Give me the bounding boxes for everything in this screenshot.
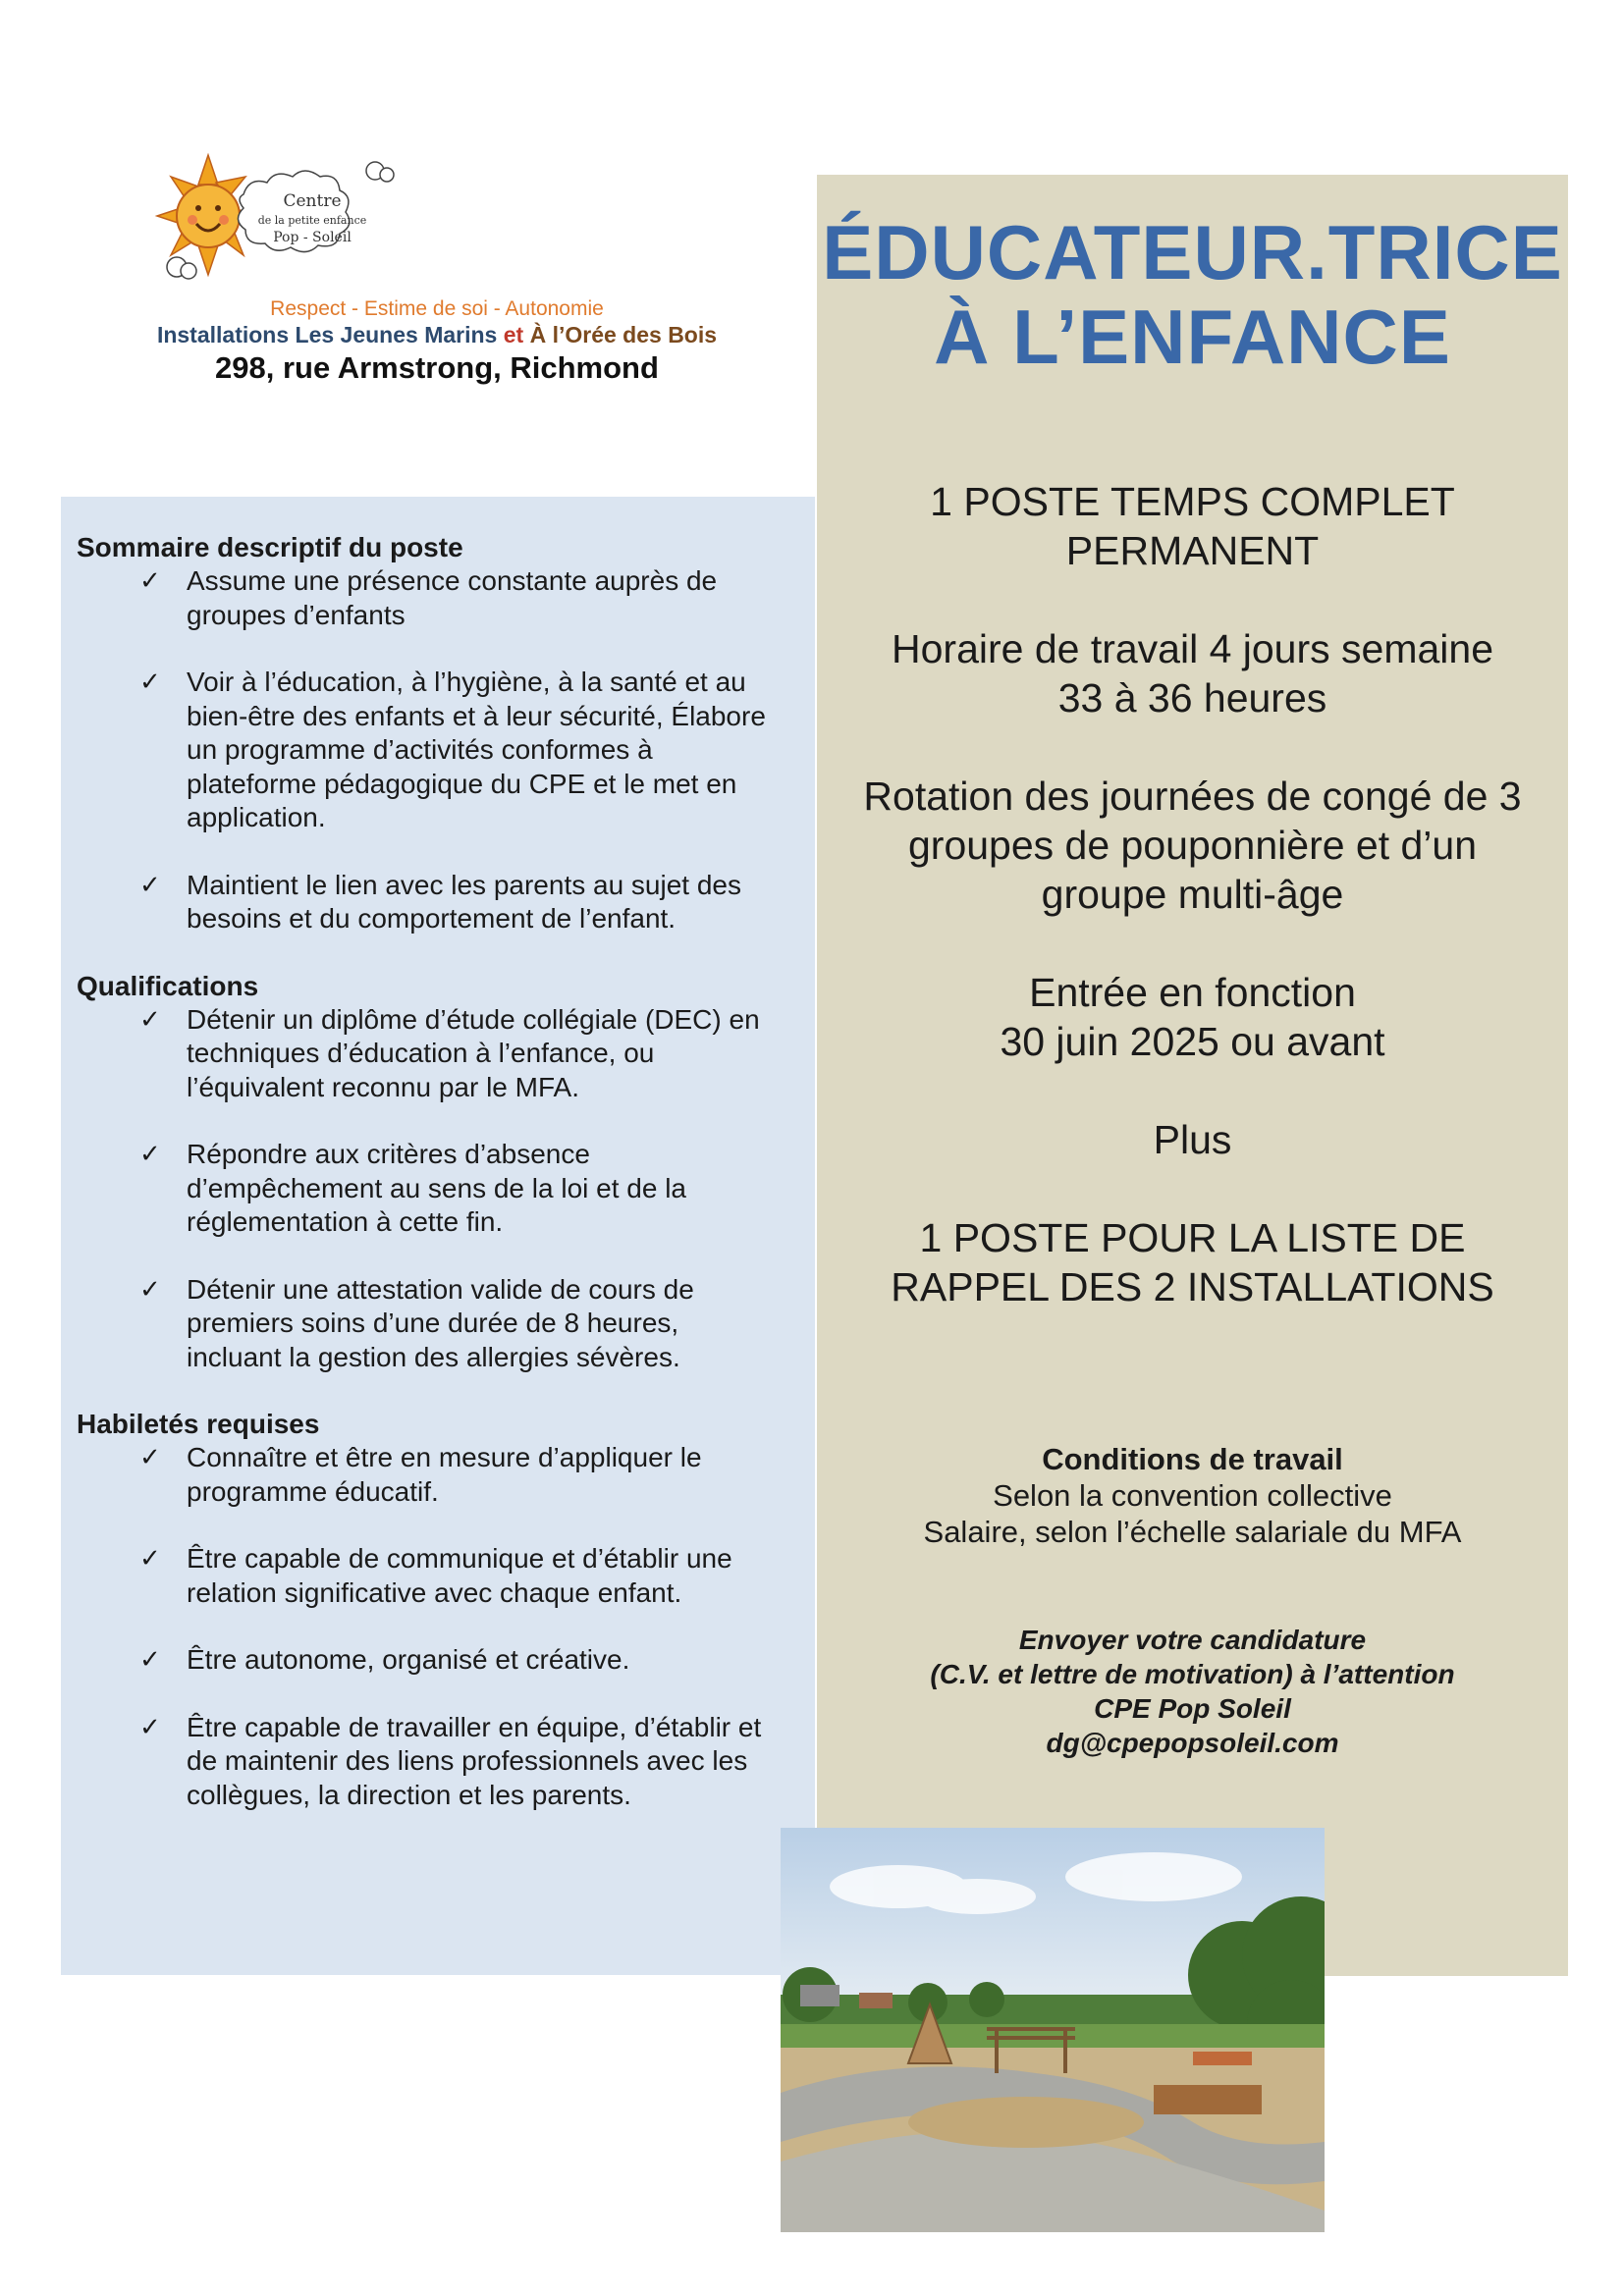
list-item: [77, 1003, 815, 1105]
apply-line-2: (C.V. et lettre de motivation) à l’attention: [930, 1659, 1455, 1689]
conditions-block: [817, 1441, 1568, 1550]
list-item-line: un programme d’activités conformes à: [187, 734, 653, 765]
playground-photo: [781, 1828, 1325, 2232]
apply-block: [817, 1623, 1568, 1760]
checkmark-icon: ✓: [139, 1712, 161, 1742]
checkmark-icon: ✓: [139, 870, 161, 900]
checkmark-icon: ✓: [139, 1004, 161, 1035]
horaire-line-2: 33 à 36 heures: [1057, 675, 1327, 721]
rotation-line-2: groupes de pouponnière et d’un: [907, 823, 1478, 868]
list-item-line: Connaître et être en mesure d’appliquer le: [187, 1442, 702, 1472]
rotation-line-1: Rotation des journées de congé de 3: [863, 774, 1522, 819]
apply-email[interactable]: dg@cpepopsoleil.com: [1046, 1728, 1339, 1758]
qualifications-title: Qualifications: [77, 970, 259, 1001]
logo-line-3: Pop - Soleil: [273, 230, 352, 245]
job-title: [817, 210, 1568, 379]
list-item: [77, 1441, 815, 1509]
installations-prefix: Installations: [156, 322, 296, 347]
rotation-block: [817, 772, 1568, 919]
address: 298, rue Armstrong, Richmond: [215, 350, 659, 385]
horaire-line-1: Horaire de travail 4 jours semaine: [892, 626, 1493, 671]
list-item: [77, 666, 815, 835]
list-item: [77, 869, 815, 936]
poste-block: [817, 477, 1568, 575]
list-item: [77, 564, 815, 632]
list-item-line: techniques d’éducation à l’enfance, ou: [187, 1038, 655, 1068]
conditions-line-1: Selon la convention collective: [993, 1478, 1392, 1513]
poste-line-1: 1 POSTE TEMPS COMPLET: [930, 479, 1455, 524]
entree-line-1: Entrée en fonction: [1029, 970, 1356, 1015]
rotation-line-3: groupe multi-âge: [1041, 872, 1344, 917]
conditions-line-2: Salaire, selon l’échelle salariale du MFA: [923, 1515, 1462, 1549]
habiletes-list: [77, 1441, 815, 1845]
tagline: Respect - Estime de soi - Autonomie: [270, 297, 604, 320]
checkmark-icon: ✓: [139, 1274, 161, 1305]
liste-block: [817, 1213, 1568, 1311]
list-item-line: Répondre aux critères d’absence: [187, 1139, 590, 1169]
list-item: [77, 1711, 815, 1813]
plus-text: Plus: [1153, 1117, 1232, 1162]
list-item-line: Être capable de travailler en équipe, d’établir et: [187, 1711, 762, 1742]
job-details: [817, 477, 1568, 1361]
sommaire-list: [77, 564, 815, 970]
job-summary-panel: [817, 175, 1568, 1976]
poste-line-2: PERMANENT: [1065, 528, 1320, 573]
job-title-line-1: ÉDUCATEUR.TRICE: [822, 209, 1563, 295]
list-item-line: besoins et du comportement de l’enfant.: [187, 903, 677, 934]
job-description-panel: [61, 497, 815, 1975]
plus-block: [817, 1115, 1568, 1164]
list-item-line: Maintient le lien avec les parents au sujet des: [187, 869, 741, 900]
list-item-line: application.: [187, 802, 326, 832]
checkmark-icon: ✓: [139, 667, 161, 697]
list-item: [77, 1643, 815, 1678]
list-item-line: programme éducatif.: [187, 1475, 439, 1507]
entree-line-2: 30 juin 2025 ou avant: [1000, 1019, 1385, 1064]
checkmark-icon: ✓: [139, 1443, 161, 1472]
logo-line-1: Centre: [283, 191, 342, 211]
logo-line-2: de la petite enfance: [257, 214, 367, 227]
list-item-line: groupes d’enfants: [187, 599, 406, 630]
list-item-line: Être autonome, organisé et créative.: [187, 1644, 630, 1675]
list-item-line: relation significative avec chaque enfant.: [187, 1576, 682, 1608]
qualifications-list: [77, 1003, 815, 1409]
conditions-title: Conditions de travail: [1042, 1442, 1343, 1476]
list-item: [77, 1138, 815, 1240]
job-title-line-2: À L’ENFANCE: [934, 294, 1451, 380]
cpe-logo: [147, 147, 412, 285]
installation-1: Les Jeunes Marins: [295, 322, 498, 347]
list-item-line: collègues, la direction et les parents.: [187, 1779, 631, 1810]
checkmark-icon: ✓: [139, 1645, 161, 1675]
list-item-line: Détenir un diplôme d’étude collégiale (DEC) en: [187, 1003, 760, 1035]
list-item: [77, 1273, 815, 1375]
list-item-line: Détenir une attestation valide de cours de: [187, 1273, 694, 1305]
habiletes-title: Habiletés requises: [77, 1409, 320, 1439]
installations-line: [59, 322, 815, 348]
checkmark-icon: ✓: [139, 1140, 161, 1169]
list-item-line: Assume une présence constante auprès de: [187, 565, 718, 596]
list-item-line: bien-être des enfants et à leur sécurité, Élabore: [187, 700, 766, 731]
installation-2: À l’Orée des Bois: [529, 322, 718, 347]
list-item-line: d’empêchement au sens de la loi et de la: [187, 1172, 686, 1203]
checkmark-icon: ✓: [139, 1544, 161, 1574]
list-item-line: de maintenir des liens professionnels avec les: [187, 1745, 748, 1776]
entree-block: [817, 968, 1568, 1066]
apply-line-1: Envoyer votre candidature: [1018, 1625, 1367, 1655]
horaire-block: [817, 624, 1568, 722]
list-item-line: l’équivalent reconnu par le MFA.: [187, 1071, 579, 1102]
sommaire-title: Sommaire descriptif du poste: [77, 532, 463, 562]
installations-and: et: [497, 322, 530, 347]
liste-line-1: 1 POSTE POUR LA LISTE DE: [919, 1215, 1466, 1260]
checkmark-icon: ✓: [139, 566, 161, 596]
list-item-line: réglementation à cette fin.: [187, 1206, 504, 1237]
list-item-line: premiers soins d’une durée de 8 heures,: [187, 1308, 679, 1338]
liste-line-2: RAPPEL DES 2 INSTALLATIONS: [891, 1264, 1494, 1309]
list-item: [77, 1542, 815, 1610]
list-item-line: Être capable de communique et d’établir une: [187, 1543, 732, 1574]
apply-line-3: CPE Pop Soleil: [1094, 1693, 1291, 1724]
list-item-line: plateforme pédagogique du CPE et le met en: [187, 768, 737, 799]
list-item-line: incluant la gestion des allergies sévères.: [187, 1341, 680, 1372]
list-item-line: Voir à l’éducation, à l’hygiène, à la santé et au: [187, 667, 746, 697]
